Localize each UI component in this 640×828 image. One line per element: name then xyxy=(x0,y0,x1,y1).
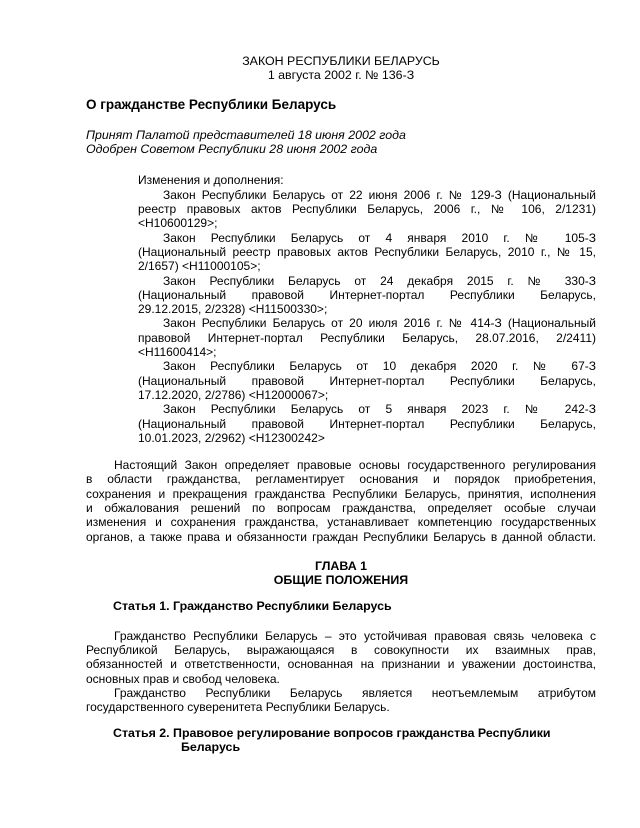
text-line: сохранения и прекращения гражданства Республики Беларусь, принятия, исполнения xyxy=(86,486,596,501)
approved-by-line: Одобрен Советом Республики 28 июня 2002 года xyxy=(86,142,378,157)
text-line: <H10600129>; xyxy=(138,216,218,231)
amendment-item xyxy=(138,231,596,274)
adoption-block xyxy=(86,128,596,157)
amendment-item xyxy=(138,274,596,317)
chapter-title: ОБЩИЕ ПОЛОЖЕНИЯ xyxy=(273,573,409,588)
text-line: Республикой Беларусь, выражающаяся в совокупности их взаимных прав, xyxy=(86,643,596,658)
chapter-heading xyxy=(86,559,596,588)
text-line: Закон Республики Беларусь от 22 июня 2006 г. № 129-З (Национальный xyxy=(163,187,596,202)
article-2-heading-line-2: Беларусь xyxy=(181,739,241,754)
text-line: (Национальный правовой Интернет-портал Республики Беларусь, xyxy=(138,287,596,302)
article-1-heading: Статья 1. Гражданство Республики Беларусь xyxy=(113,598,392,613)
text-line: (Национальный правовой Интернет-портал Республики Беларусь, xyxy=(138,373,596,388)
text-line: Закон Республики Беларусь от 10 декабря 2020 г. № 67-З xyxy=(163,359,596,374)
text-line: Гражданство Республики Беларусь – это устойчивая правовая связь человека с xyxy=(114,628,596,643)
text-line: органов, а также права и обязанности граждан Республики Беларусь в данной области. xyxy=(86,529,596,544)
document-page xyxy=(86,0,596,754)
text-line: (Национальный правовой Интернет-портал Республики Беларусь, xyxy=(138,416,596,431)
text-line: 17.12.2020, 2/2786) <H12000067>; xyxy=(138,387,329,402)
text-line: Закон Республики Беларусь от 5 января 2023 г. № 242-З xyxy=(163,402,596,417)
text-line: государственного суверенитета Республики Беларусь. xyxy=(86,700,390,715)
article-2-heading xyxy=(86,726,596,755)
text-line: Закон Республики Беларусь от 4 января 2010 г. № 105-З xyxy=(163,230,596,245)
text-line: <H11600414>; xyxy=(138,345,217,360)
text-line: (Национальный реестр правовых актов Республики Беларусь, 2010 г., № 15, xyxy=(138,244,596,259)
amendment-item xyxy=(138,188,596,231)
text-line: основных прав и свобод человека. xyxy=(86,671,280,686)
law-type-heading: ЗАКОН РЕСПУБЛИКИ БЕЛАРУСЬ xyxy=(242,54,440,68)
amendment-item xyxy=(138,402,596,445)
text-line: 29.12.2015, 2/2328) <H11500330>; xyxy=(138,302,328,317)
text-line: 10.01.2023, 2/2962) <H12300242> xyxy=(138,430,325,445)
text-line: правовой Интернет-портал Республики Беларусь, 28.07.2016, 2/2411) xyxy=(138,330,596,345)
text-line: и обжалования решений по вопросам гражданства, определяет особые случаи xyxy=(86,501,596,516)
text-line: Настоящий Закон определяет правовые основы государственного регулирования xyxy=(114,458,596,473)
article-2-heading-line-1: Статья 2. Правовое регулирование вопросов гражданства Республики xyxy=(113,725,551,740)
adopted-by-line: Принят Палатой представителей 18 июня 2002 года xyxy=(86,127,406,142)
preamble-paragraph xyxy=(86,458,596,544)
text-line: 2/1657) <H11000105>; xyxy=(138,259,261,274)
amendments-block xyxy=(138,173,596,445)
chapter-number: ГЛАВА 1 xyxy=(315,558,367,573)
text-line: реестр правовых актов Республики Беларусь, 2006 г., № 106, 2/1231) xyxy=(138,202,596,217)
text-line: Гражданство Республики Беларусь является неотъемлемым атрибутом xyxy=(114,685,596,700)
text-line: изменения и сохранения гражданства, устанавливает компетенцию государственных xyxy=(86,515,596,530)
amendment-item xyxy=(138,359,596,402)
law-date-number: 1 августа 2002 г. № 136-З xyxy=(267,68,415,83)
amendments-heading: Изменения и дополнения: xyxy=(138,173,284,188)
text-line: Закон Республики Беларусь от 24 декабря 2015 г. № 330-З xyxy=(163,273,596,288)
article-1-paragraph-1 xyxy=(86,629,596,686)
text-line: в области гражданства, регламентирует основания и порядок приобретения, xyxy=(86,472,596,487)
amendment-item xyxy=(138,316,596,359)
text-line: обязанностей и ответственности, основанная на признании и уважении достоинства, xyxy=(86,657,596,672)
article-1-paragraph-2 xyxy=(86,686,596,715)
text-line: Закон Республики Беларусь от 20 июля 2016 г. № 414-З (Национальный xyxy=(163,316,596,331)
law-title: О гражданстве Республики Беларусь xyxy=(86,96,337,112)
